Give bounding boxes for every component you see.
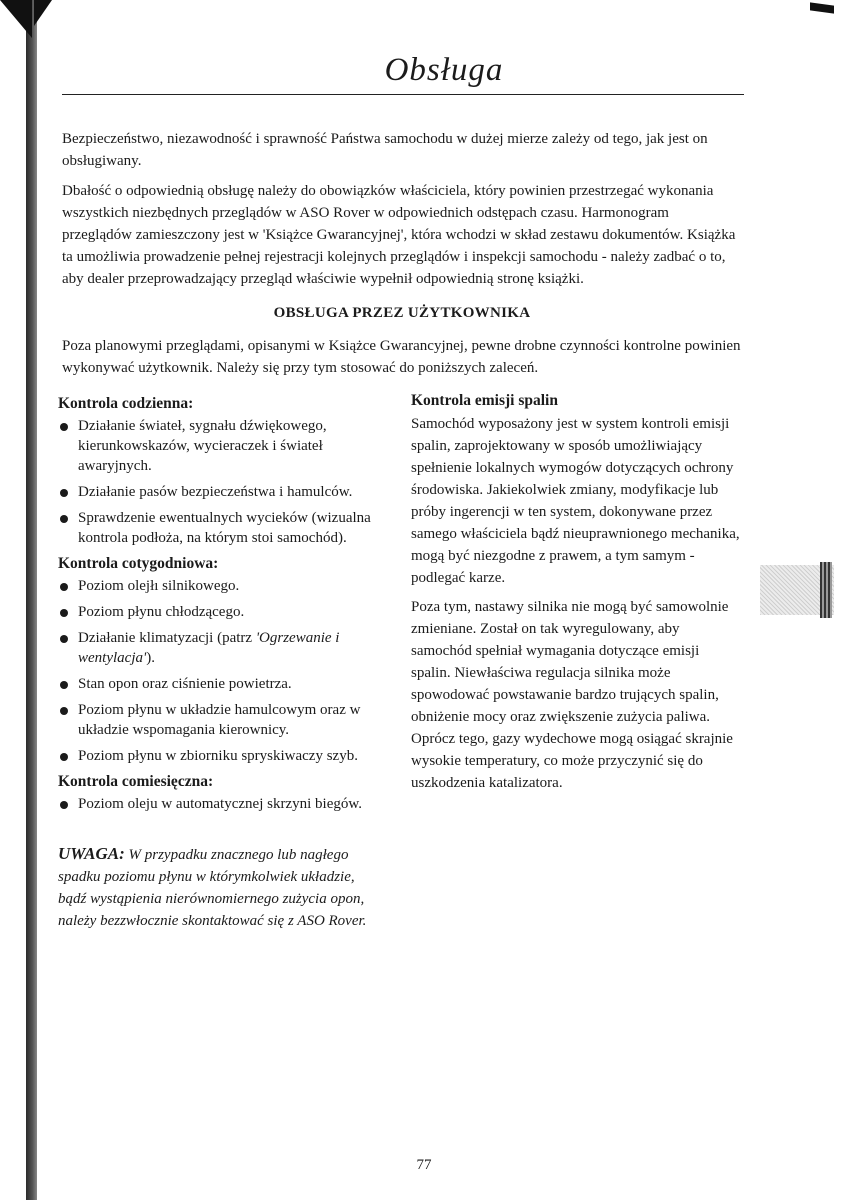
list-item	[58, 674, 388, 694]
list-item	[58, 746, 388, 766]
emissions-paragraph-1: Samochód wyposażony jest w system kontroli emisji spalin, zaprojektowany w sposób umożliwiający spełnienie lokalnych wymogów dotyczących ochrony środowiska. Jakiekolwiek zmiany, modyfikacje lub próby ingerencji w ten system, dokonywane przez samego właściciela bądź nieuprawnionego mechanika, mogą być niezgodne z prawem, a tym samym - podlegać karze.	[411, 416, 740, 586]
bullet-icon	[60, 583, 68, 591]
list-item	[58, 700, 388, 740]
warning-label: UWAGA:	[58, 844, 125, 863]
list-item-text: Działanie klimatyzacji (patrz	[78, 630, 256, 646]
left-column	[58, 394, 388, 820]
bullet-icon	[60, 635, 68, 643]
section-heading: OBSŁUGA PRZEZ UŻYTKOWNIKA	[273, 305, 531, 321]
monthly-list	[58, 794, 388, 814]
list-item	[58, 416, 388, 476]
list-item-text: Poziom płynu w zbiorniku spryskiwaczy szyb.	[78, 748, 358, 764]
list-item-text: Poziom płynu chłodzącego.	[78, 604, 245, 620]
list-item	[58, 794, 388, 814]
top-right-corner-mark	[810, 2, 834, 13]
bullet-icon	[60, 681, 68, 689]
list-item	[58, 576, 388, 596]
list-item-text: Poziom oleju w automatycznej skrzyni biegów.	[78, 796, 362, 812]
list-item-text: Stan opon oraz ciśnienie powietrza.	[78, 676, 292, 692]
list-item-text: Działanie pasów bezpieczeństwa i hamulców.	[78, 484, 353, 500]
warning-text: W przypadku znacznego lub nagłego spadku poziomu płynu w którymkolwiek układzie, bądź wystąpienia nierównomiernego zużycia opon, należy bezzwłocznie skontaktować się z ASO Rover.	[58, 847, 367, 929]
list-item-text: Działanie świateł, sygnału dźwiękowego, kierunkowskazów, wycieraczek i świateł awaryjnych.	[78, 418, 327, 474]
bullet-icon	[60, 423, 68, 431]
list-item	[58, 508, 388, 548]
chapter-thumb-stripe	[820, 562, 832, 618]
section-intro: Poza planowymi przeglądami, opisanymi w Książce Gwarancyjnej, pewne drobne czynności kontrolne powinien wykonywać użytkownik. Należy się przy tym stosować do poniższych zaleceń.	[62, 338, 741, 376]
weekly-list	[58, 576, 388, 766]
emissions-heading: Kontrola emisji spalin	[411, 392, 558, 409]
page-title: Obsługa	[384, 52, 504, 88]
monthly-heading: Kontrola comiesięczna:	[58, 773, 214, 790]
list-item	[58, 602, 388, 622]
bullet-icon	[60, 707, 68, 715]
page-corner-mark	[0, 0, 32, 38]
list-item	[58, 628, 388, 668]
weekly-heading: Kontrola cotygodniowa:	[58, 555, 219, 572]
list-item-text: Sprawdzenie ewentualnych wycieków (wizualna kontrola podłoża, na którym stoi samochód).	[78, 510, 371, 546]
intro-paragraph-2: Dbałość o odpowiednią obsługę należy do obowiązków właściciela, który powinien przestrzegać wykonania wszystkich niezbędnych przeglądów w ASO Rover w odpowiednich odstępach czasu. Harmonogram przeglądów zamieszczony jest w 'Książce Gwarancyjnej', która wchodzi w skład zestawu dokumentów. Książka ta umożliwia prowadzenie pełnej rejestracji kolejnych przeglądów i inspekcji samochodu - należy zadbać o to, aby dealer przeprowadzający przegląd właściwie wypełnił odpowiednią stronę książki.	[62, 183, 736, 287]
bullet-icon	[60, 515, 68, 523]
warning-note	[58, 843, 378, 932]
bullet-icon	[60, 801, 68, 809]
intro-paragraph-1: Bezpieczeństwo, niezawodność i sprawność Państwa samochodu w dużej mierze zależy od tego, jak jest on obsługiwany.	[62, 131, 708, 169]
bullet-icon	[60, 489, 68, 497]
bullet-icon	[60, 609, 68, 617]
title-rule	[62, 94, 744, 95]
page-number: 77	[416, 1157, 432, 1173]
list-item	[58, 482, 388, 502]
daily-list	[58, 416, 388, 548]
page-edge-bar	[26, 0, 37, 1200]
bullet-icon	[60, 753, 68, 761]
list-item-text: Poziom płynu w układzie hamulcowym oraz w układzie wspomagania kierownicy.	[78, 702, 361, 738]
page-corner-mark-right	[34, 0, 52, 26]
list-item-text: Poziom olejłı silnikowego.	[78, 578, 240, 594]
list-item-text: ).	[146, 650, 155, 666]
right-column	[411, 391, 741, 801]
cross-reference: 'Ogrzewanie i wentylacja'	[78, 630, 340, 666]
emissions-paragraph-2: Poza tym, nastawy silnika nie mogą być samowolnie zmieniane. Został on tak wyregulowany, aby samochód spełniał wymagania dotyczące emisji spalin. Niewłaściwa regulacja silnika może spowodować powstawanie bardzo trujących spalin, obniżenie mocy oraz zwiększenie zużycia paliwa. Oprócz tego, gazy wydechowe mogą osiągać skrajnie wysokie temperatury, co może przyczynić się do uszkodzenia katalizatora.	[411, 599, 733, 791]
daily-heading: Kontrola codzienna:	[58, 395, 194, 412]
